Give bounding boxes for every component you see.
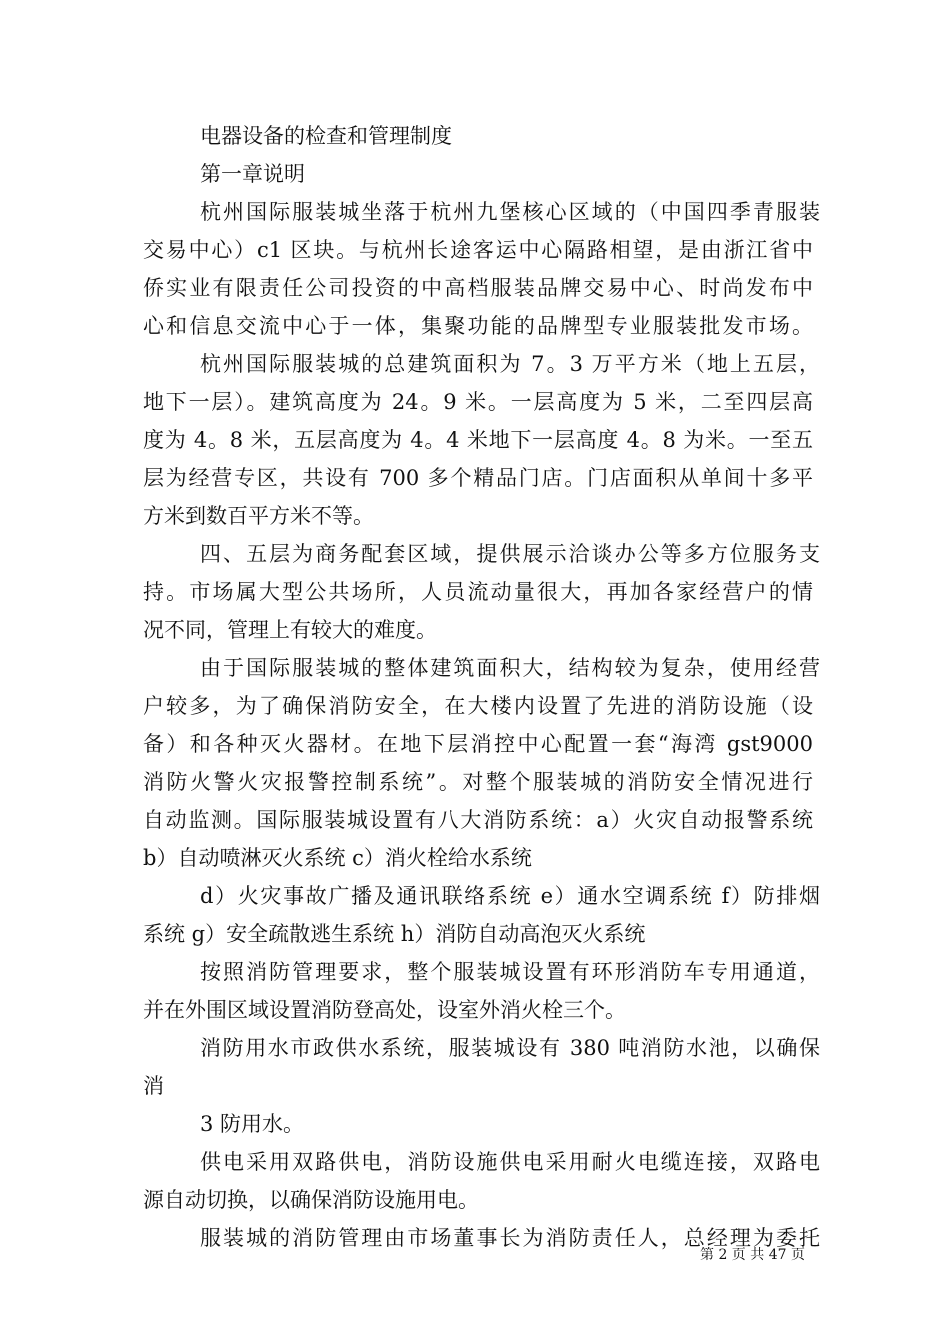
paragraph-line: 服装城的消防管理由市场董事长为消防责任人，总经理为委托 [200, 1226, 820, 1250]
paragraph-line: 四、五层为商务配套区域，提供展示洽谈办公等多方位服务支 [200, 542, 820, 566]
paragraph-line: 自动监测。国际服装城设置有八大消防系统：a）火灾自动报警系统 [143, 808, 813, 832]
paragraph-line: 备）和各种灭火器材。在地下层消控中心配置一套“海湾 gst9000 [143, 732, 813, 756]
page-number-footer: 第 2 页 共 47 页 [700, 1247, 805, 1263]
paragraph-line: 侨实业有限责任公司投资的中高档服装品牌交易中心、时尚发布中 [143, 276, 813, 300]
chapter-heading: 第一章说明 [200, 162, 305, 186]
paragraph-line: 并在外围区域设置消防登高处，设室外消火栓三个。 [143, 998, 626, 1022]
paragraph-line: d）火灾事故广播及通讯联络系统 e）通水空调系统 f）防排烟 [200, 884, 820, 908]
paragraph-line: 层为经营专区，共设有 700 多个精品门店。门店面积从单间十多平 [143, 466, 813, 490]
paragraph-line: 系统 g）安全疏散逃生系统 h）消防自动高泡灭火系统 [143, 922, 646, 946]
paragraph-line: 供电采用双路供电，消防设施供电采用耐火电缆连接，双路电 [200, 1150, 820, 1174]
paragraph-line: 况不同，管理上有较大的难度。 [143, 618, 437, 642]
paragraph-line: 杭州国际服装城坐落于杭州九堡核心区域的（中国四季青服装 [200, 200, 820, 224]
paragraph-line: 消防火警火灾报警控制系统”。对整个服装城的消防安全情况进行 [143, 770, 813, 794]
paragraph-line: 杭州国际服装城的总建筑面积为 7。3 万平方米（地上五层， [200, 352, 820, 376]
paragraph-line: 方米到数百平方米不等。 [143, 504, 374, 528]
paragraph-line: 户较多，为了确保消防安全，在大楼内设置了先进的消防设施（设 [143, 694, 813, 718]
paragraph-line: 持。市场属大型公共场所，人员流动量很大，再加各家经营户的情 [143, 580, 813, 604]
paragraph-line: 度为 4。8 米，五层高度为 4。4 米地下一层高度 4。8 为米。一至五 [143, 428, 813, 452]
paragraph-line: 3 防用水。 [200, 1112, 305, 1136]
paragraph-line: 消 [143, 1074, 164, 1098]
paragraph-line: 按照消防管理要求，整个服装城设置有环形消防车专用通道， [200, 960, 820, 984]
paragraph-line: 心和信息交流中心于一体，集聚功能的品牌型专业服装批发市场。 [143, 314, 813, 338]
paragraph-line: 地下一层）。建筑高度为 24。9 米。一层高度为 5 米，二至四层高 [143, 390, 813, 414]
paragraph-line: 消防用水市政供水系统，服装城设有 380 吨消防水池，以确保 [200, 1036, 820, 1060]
paragraph-line: 源自动切换，以确保消防设施用电。 [143, 1188, 479, 1212]
document-title: 电器设备的检查和管理制度 [200, 124, 452, 148]
paragraph-line: b）自动喷淋灭火系统 c）消火栓给水系统 [143, 846, 532, 870]
paragraph-line: 交易中心）c1 区块。与杭州长途客运中心隔路相望，是由浙江省中 [143, 238, 813, 262]
paragraph-line: 由于国际服装城的整体建筑面积大，结构较为复杂，使用经营 [200, 656, 820, 680]
